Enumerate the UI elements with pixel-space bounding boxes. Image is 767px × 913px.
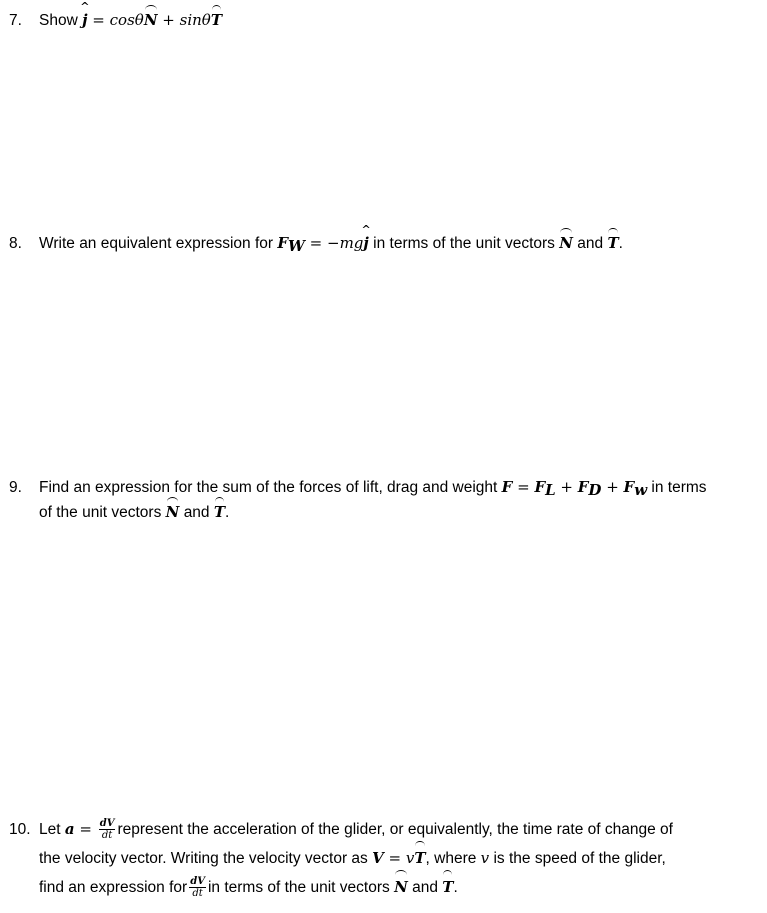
question-number: 9. <box>9 479 22 496</box>
math-N-hat: N <box>559 231 573 256</box>
question-text: Write an equivalent expression for $F_W = -mgj$ ^ in terms of the unit vectors N and T. <box>39 223 623 255</box>
math-T-hat: T <box>214 500 225 525</box>
math-T-hat: T <box>414 844 425 873</box>
fraction-dV-dt: $\frac{dV}{dt}$ <box>99 818 115 842</box>
question-number: 8. <box>9 235 22 252</box>
math-T-hat: T <box>211 8 222 33</box>
question-number: 7. <box>9 12 22 29</box>
math-N-hat: N <box>394 873 408 902</box>
math-T-hat: T <box>607 231 618 256</box>
math-j-hat: j ^ <box>361 223 371 252</box>
question-text: Show j ^ = cosθN + sinθT <box>39 8 761 33</box>
question-text: Let a = $\frac{dV}{dt}$ represent the acceleration of the glider, or equivalently, the time rate of change of the velocity vector. Writing the velocity vector as V = vT, where v is the speed of the glider, find an expression for $\frac{dV}{dt}$ in terms of the unit vectors N and T. <box>39 815 761 902</box>
question-number: 10. <box>9 821 31 838</box>
math-N-hat: N <box>166 500 180 525</box>
question-text: Find an expression for the sum of the forces of lift, drag and weight $F = F_L + F_D + F_w$ in terms of the unit vectors N and T. <box>39 475 761 525</box>
math-j-hat: j ^ <box>80 0 90 29</box>
math-N-hat: N <box>144 8 158 33</box>
math-T-hat: T <box>442 873 453 902</box>
fraction-dV-dt: $\frac{dV}{dt}$ <box>190 876 205 900</box>
